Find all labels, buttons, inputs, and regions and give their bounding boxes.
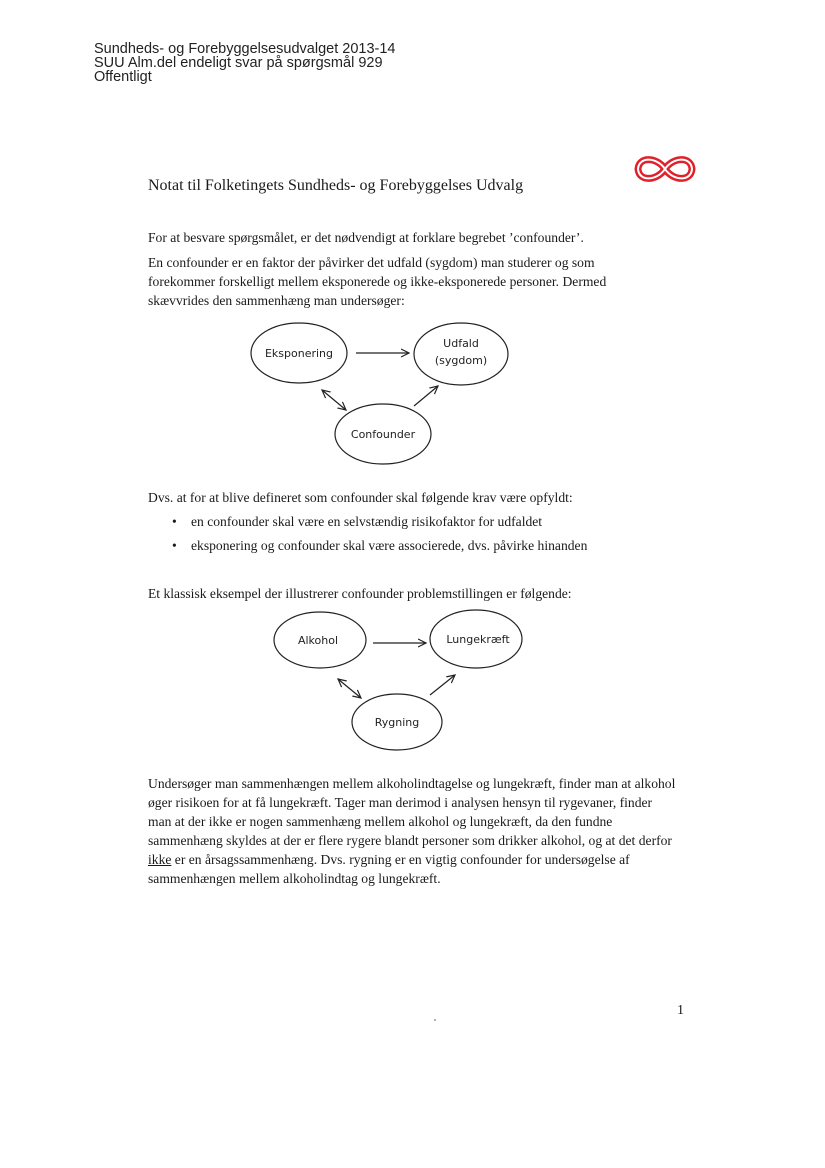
smoking-to-lung-cancer-arrow (430, 675, 455, 695)
example-text-end: er en årsagssammenhæng. Dvs. rygning er en vigtig confounder for undersøgelse af sammenhængen mellem alkoholindtag og lungekræft. (148, 852, 630, 886)
example-intro-paragraph: Et klassisk eksempel der illustrerer confounder problemstillingen er følgende: (148, 586, 572, 601)
header-committee-line: Sundheds- og Forebyggelsesudvalget 2013-14 (94, 41, 396, 57)
outcome-node-label-line2: (sygdom) (434, 354, 488, 367)
example-explanation-paragraph (148, 774, 678, 888)
confounder-to-outcome-arrow (414, 386, 438, 406)
example-text-start: Undersøger man sammenhængen mellem alkoholindtagelse og lungekræft, finder man at alkohol øger risikoen for at få lungekræft. Tager man derimod i analysen hensyn til rygevaner, finder man at der ikke er nogen sammenhæng mellem alkohol og lungekræft, da den fundne sammenhæng skyldes at der er flere rygere blandt personer som drikker alkohol, og at det derfor (148, 776, 676, 848)
header-status-line: Offentligt (94, 69, 152, 85)
alcohol-smoking-double-arrow (338, 679, 361, 698)
exposure-node-label: Eksponering (264, 347, 334, 360)
lung-cancer-node-label: Lungekræft (446, 633, 510, 646)
scan-speck (434, 1019, 436, 1021)
diagram-alcohol-example (274, 610, 522, 750)
criteria-list (172, 512, 587, 560)
confounder-node-label: Confounder (350, 428, 416, 441)
page-number: 1 (677, 1003, 684, 1018)
alcohol-node-label: Alkohol (297, 634, 339, 647)
definition-paragraph: En confounder er en faktor der påvirker det udfald (sygdom) man studerer og som forekommer forskelligt mellem eksponerede og ikke-eksponerede personer. Dermed skævvrides den sammenhæng man undersøger: (148, 255, 607, 308)
exposure-confounder-double-arrow (322, 390, 346, 410)
document-title: Notat til Folketingets Sundheds- og Forebyggelses Udvalg (148, 177, 524, 194)
criteria-intro-paragraph: Dvs. at for at blive defineret som confounder skal følgende krav være opfyldt: (148, 490, 573, 505)
header-reference-line: SUU Alm.del endeligt svar på spørgsmål 929 (94, 55, 383, 71)
underlined-word: ikke (148, 852, 172, 867)
intro-paragraph: For at besvare spørgsmålet, er det nødvendigt at forklare begrebet ’confounder’. (148, 230, 584, 245)
list-item: • en confounder skal være en selvstændig risikofaktor for udfaldet (172, 512, 587, 536)
smoking-node-label: Rygning (374, 716, 420, 729)
diagram-generic (251, 323, 508, 464)
outcome-node-label-line1: Udfald (443, 337, 479, 350)
list-item: • eksponering og confounder skal være associerede, dvs. påvirke hinanden (172, 536, 587, 560)
